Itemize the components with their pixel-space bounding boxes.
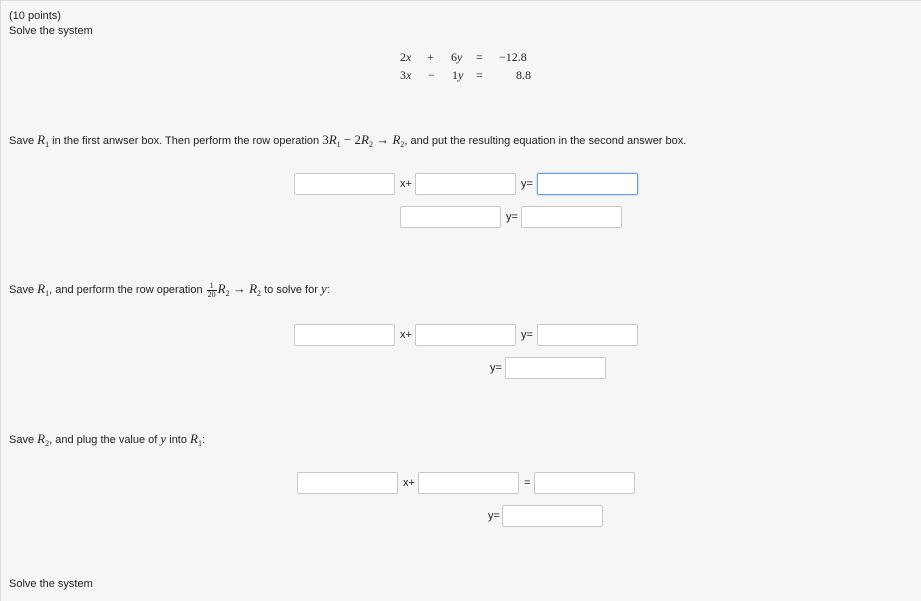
step3-r2-rhs-input[interactable] xyxy=(502,505,603,527)
eq2-rhs: 8.8 xyxy=(516,68,531,82)
instruction-step-1: Save $R_1$ in the first anwser box. Then perform the row operation $3R_1 - 2R_2 \to R_2$, and put the resulting equation in the second answer box. xyxy=(9,132,687,149)
step2-r2-y-label: y= xyxy=(490,362,502,374)
step1-r1-x-coef-input[interactable] xyxy=(294,173,395,195)
step3-r1-x-coef-input[interactable] xyxy=(297,472,398,494)
step2-r1-y-coef-input[interactable] xyxy=(415,324,516,346)
step1-r1-y-coef-input[interactable] xyxy=(415,173,516,195)
step1-r1-x-label: x+ xyxy=(400,178,412,190)
step2-r1-x-label: x+ xyxy=(400,329,412,341)
step1-r2-y-label: y= xyxy=(506,211,518,223)
eq2-operator: − xyxy=(428,68,435,82)
step3-r2-y-label: y= xyxy=(488,510,500,522)
step3-r1-eq-label: = xyxy=(524,477,531,489)
fraction-1-20: $\frac{1}{20}$ xyxy=(207,280,216,299)
step1-r1-y-label: y= xyxy=(521,178,533,190)
eq1-rhs: −12.8 xyxy=(499,50,527,64)
eq2-equals: = xyxy=(476,68,483,82)
step3-r1-rhs-input[interactable] xyxy=(534,472,635,494)
eq1-equals: = xyxy=(476,50,483,64)
next-step-prompt: Solve the system xyxy=(9,578,93,590)
eq1-term-x: 2x xyxy=(400,50,412,64)
instruction-step-2: Save $R_1$, and perform the row operation $\frac{1}{20}$ $R_2 \to R_2$ to solve for y: xyxy=(9,280,330,299)
step3-r1-x-label: x+ xyxy=(403,477,415,489)
eq1-operator: + xyxy=(427,50,434,64)
points-label: (10 points) xyxy=(9,10,61,22)
eq2-term-x: 3x xyxy=(400,68,412,82)
instruction-step-3: Save $R_2$, and plug the value of y into $R_1$: xyxy=(9,431,206,448)
step2-r1-rhs-input[interactable] xyxy=(537,324,638,346)
step1-r2-rhs-input[interactable] xyxy=(521,206,622,228)
question-prompt: Solve the system xyxy=(9,25,93,37)
step2-r2-rhs-input[interactable] xyxy=(505,357,606,379)
step1-r2-y-coef-input[interactable] xyxy=(400,206,501,228)
eq2-term-y: 1y xyxy=(452,68,464,82)
step2-r1-y-label: y= xyxy=(521,329,533,341)
eq1-term-y: 6y xyxy=(451,50,463,64)
step1-r1-rhs-input[interactable] xyxy=(537,173,638,195)
step3-r1-y-coef-input[interactable] xyxy=(418,472,519,494)
step2-r1-x-coef-input[interactable] xyxy=(294,324,395,346)
